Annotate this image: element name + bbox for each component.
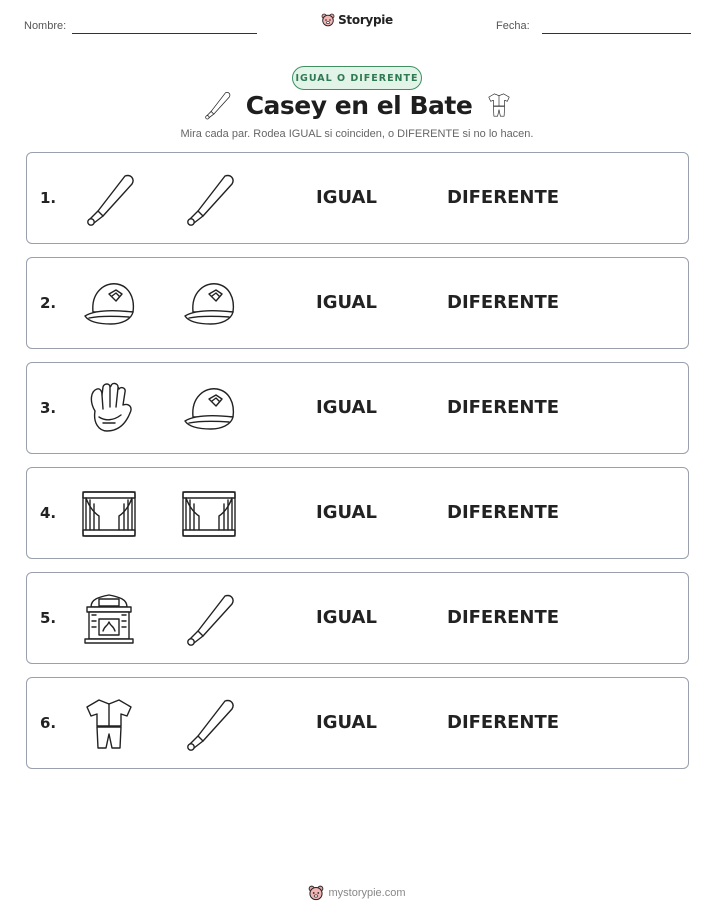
option-igual[interactable]: IGUAL [316,502,377,523]
baseball-bat-icon [181,171,237,227]
question-row-4 [26,467,689,559]
baseball-bat-icon [181,591,237,647]
row-number: 6. [40,714,57,732]
baseball-glove-icon [81,381,137,437]
brand-name: Storypie [338,13,393,27]
row-number: 2. [40,294,57,312]
baseball-bat-icon [181,696,237,752]
baseball-cap-icon [181,276,237,332]
row-number: 4. [40,504,57,522]
storypie-logo-icon [308,885,324,901]
option-igual[interactable]: IGUAL [316,292,377,313]
option-diferente[interactable]: DIFERENTE [447,712,560,733]
baseball-cap-icon [181,381,237,437]
stage-curtain-icon [81,486,137,542]
activity-badge: IGUAL O DIFERENTE [292,66,422,90]
footer-url[interactable]: mystorypie.com [328,887,406,899]
question-row-6 [26,677,689,769]
baseball-uniform-icon [81,696,137,752]
nombre-line[interactable] [72,33,257,34]
footer [0,885,714,901]
option-diferente[interactable]: DIFERENTE [447,397,560,418]
row-number: 5. [40,609,57,627]
title-row [0,88,714,122]
option-igual[interactable]: IGUAL [316,187,377,208]
nombre-label: Nombre: [24,20,67,32]
row-number: 3. [40,399,57,417]
stage-curtain-icon [181,486,237,542]
question-row-5 [26,572,689,664]
option-diferente[interactable]: DIFERENTE [447,502,560,523]
option-diferente[interactable]: DIFERENTE [447,292,560,313]
fecha-label: Fecha: [496,20,530,32]
question-row-3 [26,362,689,454]
option-igual[interactable]: IGUAL [316,607,377,628]
option-igual[interactable]: IGUAL [316,712,377,733]
baseball-bat-icon [202,88,232,122]
option-diferente[interactable]: DIFERENTE [447,187,560,208]
baseball-bat-icon [81,171,137,227]
page-title: Casey en el Bate [245,90,473,120]
fireplace-icon [81,591,137,647]
brand [0,13,714,27]
storypie-logo-icon [321,13,335,27]
question-row-2 [26,257,689,349]
question-row-1 [26,152,689,244]
baseball-cap-icon [81,276,137,332]
fecha-line[interactable] [542,33,691,34]
row-number: 1. [40,189,57,207]
baseball-uniform-icon [486,88,512,122]
option-igual[interactable]: IGUAL [316,397,377,418]
instructions: Mira cada par. Rodea IGUAL si coinciden, o DIFERENTE si no lo hacen. [180,128,534,140]
option-diferente[interactable]: DIFERENTE [447,607,560,628]
